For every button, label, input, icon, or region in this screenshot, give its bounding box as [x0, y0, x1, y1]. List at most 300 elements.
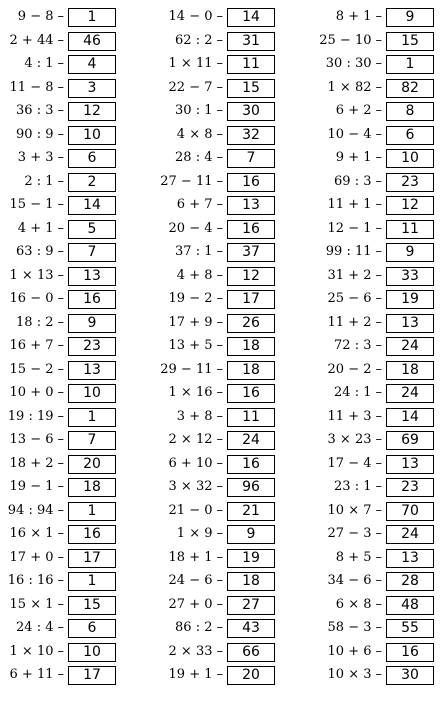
equals-dash: –	[216, 9, 223, 24]
expression-text: 19 − 2	[168, 291, 213, 306]
answer-box[interactable]: 20	[227, 666, 275, 685]
problem-expression	[326, 56, 382, 71]
problem-row	[324, 6, 444, 30]
answer-box[interactable]: 55	[386, 619, 434, 638]
answer-box[interactable]: 15	[386, 32, 434, 51]
problem-expression	[169, 338, 223, 353]
equals-dash: –	[375, 9, 382, 24]
problem-expression	[336, 550, 382, 565]
expression-text: 72 : 3	[334, 338, 372, 353]
answer-box[interactable]: 27	[227, 596, 275, 615]
answer-box[interactable]: 14	[386, 408, 434, 427]
problem-expression	[8, 573, 64, 588]
expression-text: 9 − 8	[17, 9, 54, 24]
answer-box[interactable]: 12	[68, 102, 116, 121]
problem-expression	[319, 33, 382, 48]
problem-row	[324, 77, 444, 101]
answer-box[interactable]: 69	[386, 431, 434, 450]
answer-box[interactable]: 82	[386, 79, 434, 98]
problem-row	[165, 406, 285, 430]
equals-dash: –	[375, 32, 382, 48]
answer-box[interactable]: 17	[68, 549, 116, 568]
answer-box[interactable]: 46	[68, 32, 116, 51]
expression-text: 1 × 11	[168, 56, 213, 71]
expression-text: 2 × 33	[168, 643, 213, 659]
equals-dash: –	[57, 643, 64, 659]
problem-expression	[175, 150, 223, 165]
problem-expression	[328, 620, 382, 635]
problem-expression	[328, 409, 382, 424]
problem-expression	[328, 127, 382, 142]
equals-dash: –	[375, 385, 382, 400]
expression-text: 27 + 0	[168, 596, 213, 612]
problem-row	[6, 547, 126, 571]
answer-box[interactable]: 13	[386, 455, 434, 474]
answer-box[interactable]: 28	[386, 572, 434, 591]
problem-expression	[160, 174, 223, 189]
answer-box[interactable]: 12	[386, 196, 434, 215]
problem-row	[6, 147, 126, 171]
equals-dash: –	[57, 573, 64, 588]
answer-box[interactable]: 1	[68, 502, 116, 521]
problem-row	[324, 218, 444, 242]
answer-box[interactable]: 7	[227, 149, 275, 168]
equals-dash: –	[216, 385, 223, 400]
equals-dash: –	[375, 173, 382, 189]
answer-box[interactable]: 70	[386, 502, 434, 521]
expression-text: 3 × 23	[327, 432, 372, 447]
answer-box[interactable]: 6	[68, 149, 116, 168]
problem-row	[6, 523, 126, 547]
equals-dash: –	[57, 267, 64, 283]
equals-dash: –	[57, 314, 64, 330]
problem-expression	[10, 80, 64, 95]
problem-expression	[336, 103, 382, 118]
answer-box[interactable]: 9	[386, 8, 434, 27]
equals-dash: –	[57, 502, 64, 518]
equals-dash: –	[375, 455, 382, 471]
problem-row	[165, 476, 285, 500]
problem-expression	[169, 479, 223, 494]
problem-row	[6, 429, 126, 453]
problem-row	[165, 30, 285, 54]
problem-row	[165, 500, 285, 524]
expression-text: 6 + 7	[176, 197, 213, 212]
problem-expression	[16, 244, 64, 259]
problem-expression	[10, 432, 64, 447]
expression-text: 1 × 13	[9, 267, 54, 283]
answer-box[interactable]: 11	[227, 408, 275, 427]
expression-text: 16 − 0	[9, 291, 54, 306]
answer-box[interactable]: 7	[68, 431, 116, 450]
equals-dash: –	[57, 173, 64, 189]
problem-row	[324, 265, 444, 289]
equals-dash: –	[375, 643, 382, 659]
problem-expression	[16, 127, 64, 142]
answer-box[interactable]: 16	[227, 173, 275, 192]
equals-dash: –	[375, 79, 382, 95]
problem-row	[6, 617, 126, 641]
answer-box[interactable]: 48	[386, 596, 434, 615]
expression-text: 6 + 11	[9, 667, 54, 682]
answer-box[interactable]: 23	[386, 173, 434, 192]
answer-box[interactable]: 9	[386, 243, 434, 262]
answer-box[interactable]: 96	[227, 478, 275, 497]
equals-dash: –	[216, 79, 223, 95]
problem-expression	[334, 385, 382, 400]
problem-row	[324, 406, 444, 430]
problem-row	[6, 664, 126, 688]
problem-row	[324, 124, 444, 148]
equals-dash: –	[216, 103, 223, 118]
problem-expression	[177, 127, 223, 142]
expression-text: 90 : 9	[16, 126, 54, 142]
problem-row	[6, 265, 126, 289]
expression-text: 23 : 1	[334, 479, 372, 494]
problem-row	[165, 429, 285, 453]
equals-dash: –	[216, 197, 223, 212]
problem-row	[6, 30, 126, 54]
answer-box[interactable]: 13	[227, 196, 275, 215]
problem-expression	[24, 174, 64, 189]
answer-box[interactable]: 24	[386, 525, 434, 544]
answer-box[interactable]: 14	[227, 8, 275, 27]
problem-expression	[16, 620, 64, 635]
expression-text: 8 + 5	[335, 549, 372, 565]
answer-box[interactable]: 13	[386, 549, 434, 568]
answer-box[interactable]: 23	[386, 478, 434, 497]
equals-dash: –	[57, 455, 64, 471]
expression-text: 30 : 1	[175, 103, 213, 118]
answer-box[interactable]: 37	[227, 243, 275, 262]
answer-box[interactable]: 24	[386, 337, 434, 356]
equals-dash: –	[375, 197, 382, 212]
answer-box[interactable]: 1	[68, 8, 116, 27]
answer-box[interactable]: 16	[386, 643, 434, 662]
problem-row	[165, 100, 285, 124]
problem-row	[6, 406, 126, 430]
expression-text: 6 + 2	[335, 103, 372, 118]
expression-text: 4 + 1	[17, 220, 54, 236]
answer-box[interactable]: 17	[227, 290, 275, 309]
equals-dash: –	[57, 338, 64, 353]
answer-box[interactable]: 1	[68, 572, 116, 591]
expression-text: 15 − 2	[9, 361, 54, 377]
problem-expression	[18, 150, 64, 165]
expression-text: 2 × 12	[168, 432, 213, 447]
expression-text: 13 + 5	[168, 338, 213, 353]
problem-row	[6, 382, 126, 406]
expression-text: 36 : 3	[16, 103, 54, 118]
problem-row	[324, 523, 444, 547]
answer-box[interactable]: 6	[68, 619, 116, 638]
problem-expression	[328, 644, 382, 659]
equals-dash: –	[57, 291, 64, 306]
equals-dash: –	[375, 596, 382, 612]
answer-box[interactable]: 13	[68, 361, 116, 380]
problem-row	[165, 194, 285, 218]
expression-text: 18 : 2	[16, 314, 54, 330]
problem-expression	[334, 174, 382, 189]
answer-box[interactable]: 18	[68, 478, 116, 497]
equals-dash: –	[375, 573, 382, 588]
equals-dash: –	[216, 220, 223, 236]
expression-text: 17 − 4	[327, 455, 372, 471]
equals-dash: –	[57, 526, 64, 541]
equals-dash: –	[57, 549, 64, 565]
problem-row	[165, 124, 285, 148]
problem-row	[6, 218, 126, 242]
problem-expression	[328, 291, 382, 306]
answer-box[interactable]: 14	[68, 196, 116, 215]
problem-expression	[169, 432, 223, 447]
problem-expression	[328, 456, 382, 471]
expression-text: 4 + 8	[176, 267, 213, 283]
problem-expression	[10, 362, 64, 377]
answer-box[interactable]: 2	[68, 173, 116, 192]
answer-box[interactable]: 16	[68, 525, 116, 544]
expression-text: 15 − 1	[9, 197, 54, 212]
answer-box[interactable]: 8	[386, 102, 434, 121]
equals-dash: –	[375, 549, 382, 565]
equals-dash: –	[57, 432, 64, 447]
problem-row	[165, 641, 285, 665]
answer-box[interactable]: 33	[386, 267, 434, 286]
problem-expression	[334, 479, 382, 494]
expression-text: 20 − 2	[327, 361, 372, 377]
equals-dash: –	[57, 103, 64, 118]
equals-dash: –	[375, 103, 382, 118]
problem-expression	[169, 56, 223, 71]
problem-row	[324, 641, 444, 665]
expression-text: 58 − 3	[327, 620, 372, 635]
problem-expression	[18, 221, 64, 236]
answer-box[interactable]: 13	[386, 314, 434, 333]
problem-row	[165, 265, 285, 289]
problem-row	[165, 570, 285, 594]
equals-dash: –	[216, 244, 223, 259]
problem-row	[324, 359, 444, 383]
problem-expression	[18, 9, 64, 24]
expression-text: 14 − 0	[168, 9, 213, 24]
problem-expression	[175, 103, 223, 118]
equals-dash: –	[216, 267, 223, 283]
answer-box[interactable]: 10	[68, 126, 116, 145]
problem-expression	[328, 667, 382, 682]
answer-box[interactable]: 6	[386, 126, 434, 145]
equals-dash: –	[216, 314, 223, 330]
problem-row	[6, 594, 126, 618]
answer-box[interactable]: 1	[68, 408, 116, 427]
problem-row	[319, 30, 444, 54]
answer-box[interactable]: 30	[227, 102, 275, 121]
expression-text: 6 + 10	[168, 455, 213, 471]
answer-box[interactable]: 11	[386, 220, 434, 239]
expression-text: 11 + 2	[327, 314, 372, 330]
problem-expression	[175, 244, 223, 259]
answer-box[interactable]: 19	[386, 290, 434, 309]
expression-text: 22 − 7	[168, 79, 213, 95]
expression-text: 24 : 4	[16, 620, 54, 635]
problem-expression	[177, 268, 223, 283]
problem-expression	[169, 667, 223, 682]
column-1	[6, 6, 126, 688]
problem-row	[6, 641, 126, 665]
answer-box[interactable]: 12	[227, 267, 275, 286]
answer-box[interactable]: 10	[68, 384, 116, 403]
answer-box[interactable]: 1	[386, 55, 434, 74]
equals-dash: –	[375, 126, 382, 142]
equals-dash: –	[375, 361, 382, 377]
problem-expression	[177, 197, 223, 212]
answer-box[interactable]: 43	[227, 619, 275, 638]
answer-box[interactable]: 15	[227, 79, 275, 98]
problem-expression	[160, 362, 223, 377]
answer-box[interactable]: 16	[227, 220, 275, 239]
problem-expression	[334, 338, 382, 353]
expression-text: 24 : 1	[334, 385, 372, 400]
answer-box[interactable]: 31	[227, 32, 275, 51]
problem-row	[324, 335, 444, 359]
problem-expression	[10, 550, 64, 565]
expression-text: 34 − 6	[327, 573, 372, 588]
problem-row	[165, 617, 285, 641]
problem-row	[324, 500, 444, 524]
answer-box[interactable]: 16	[227, 384, 275, 403]
answer-box[interactable]: 19	[227, 549, 275, 568]
answer-box[interactable]: 24	[386, 384, 434, 403]
answer-box[interactable]: 9	[68, 314, 116, 333]
answer-box[interactable]: 18	[227, 337, 275, 356]
problem-expression	[328, 432, 382, 447]
answer-box[interactable]: 10	[386, 149, 434, 168]
problem-expression	[336, 9, 382, 24]
answer-box[interactable]: 5	[68, 220, 116, 239]
answer-box[interactable]: 66	[227, 643, 275, 662]
answer-box[interactable]: 24	[227, 431, 275, 450]
problem-row	[324, 241, 444, 265]
expression-text: 25 − 6	[327, 291, 372, 306]
problem-row	[6, 570, 126, 594]
expression-text: 94 : 94	[7, 502, 54, 518]
answer-box[interactable]: 4	[68, 55, 116, 74]
problem-expression	[16, 315, 64, 330]
answer-box[interactable]: 3	[68, 79, 116, 98]
equals-dash: –	[57, 126, 64, 142]
problem-expression	[177, 526, 223, 541]
problem-expression	[10, 268, 64, 283]
answer-box[interactable]: 13	[68, 267, 116, 286]
expression-text: 21 − 0	[168, 502, 213, 518]
equals-dash: –	[216, 408, 223, 424]
problem-expression	[328, 526, 382, 541]
problem-expression	[175, 33, 223, 48]
expression-text: 12 − 1	[327, 220, 372, 236]
expression-text: 31 + 2	[327, 267, 372, 283]
problem-expression	[8, 409, 64, 424]
problem-row	[324, 147, 444, 171]
problem-expression	[328, 221, 382, 236]
problem-row	[165, 382, 285, 406]
problem-row	[6, 476, 126, 500]
expression-text: 24 − 6	[168, 573, 213, 588]
expression-text: 18 + 1	[168, 549, 213, 565]
equals-dash: –	[375, 220, 382, 236]
equals-dash: –	[216, 479, 223, 494]
problem-row	[165, 53, 285, 77]
problem-expression	[336, 597, 382, 612]
expression-text: 27 − 11	[160, 173, 213, 189]
answer-box[interactable]: 17	[68, 666, 116, 685]
answer-box[interactable]: 21	[227, 502, 275, 521]
equals-dash: –	[216, 173, 223, 189]
problem-row	[6, 241, 126, 265]
problem-row	[6, 194, 126, 218]
problem-expression	[10, 667, 64, 682]
expression-text: 19 − 1	[9, 479, 54, 494]
equals-dash: –	[57, 408, 64, 424]
expression-text: 3 × 32	[168, 479, 213, 494]
equals-dash: –	[375, 56, 382, 71]
problem-expression	[328, 268, 382, 283]
answer-box[interactable]: 9	[227, 525, 275, 544]
answer-box[interactable]: 18	[227, 361, 275, 380]
answer-box[interactable]: 16	[227, 455, 275, 474]
problem-row	[165, 594, 285, 618]
equals-dash: –	[57, 9, 64, 24]
answer-box[interactable]: 11	[227, 55, 275, 74]
problem-row	[6, 124, 126, 148]
answer-box[interactable]: 7	[68, 243, 116, 262]
problem-row	[165, 547, 285, 571]
problem-expression	[16, 103, 64, 118]
equals-dash: –	[216, 56, 223, 71]
answer-box[interactable]: 10	[68, 643, 116, 662]
equals-dash: –	[375, 620, 382, 635]
answer-box[interactable]: 16	[68, 290, 116, 309]
problem-row	[165, 241, 285, 265]
expression-text: 37 : 1	[175, 244, 213, 259]
equals-dash: –	[375, 338, 382, 353]
expression-text: 27 − 3	[327, 526, 372, 541]
expression-text: 16 : 16	[7, 573, 54, 588]
equals-dash: –	[57, 56, 64, 71]
answer-box[interactable]: 18	[386, 361, 434, 380]
expression-text: 10 × 7	[327, 502, 372, 518]
expression-text: 17 + 0	[9, 549, 54, 565]
problem-expression	[10, 597, 64, 612]
problem-expression	[175, 620, 223, 635]
problem-row	[160, 171, 285, 195]
answer-box[interactable]: 20	[68, 455, 116, 474]
expression-text: 13 − 6	[9, 432, 54, 447]
answer-box[interactable]: 23	[68, 337, 116, 356]
problem-row	[6, 500, 126, 524]
equals-dash: –	[216, 291, 223, 306]
answer-box[interactable]: 15	[68, 596, 116, 615]
problem-expression	[328, 362, 382, 377]
equals-dash: –	[216, 526, 223, 541]
expression-text: 29 − 11	[160, 361, 213, 377]
answer-box[interactable]: 30	[386, 666, 434, 685]
answer-box[interactable]: 32	[227, 126, 275, 145]
equals-dash: –	[216, 455, 223, 471]
answer-box[interactable]: 18	[227, 572, 275, 591]
answer-box[interactable]: 26	[227, 314, 275, 333]
expression-text: 86 : 2	[175, 620, 213, 635]
equals-dash: –	[375, 479, 382, 494]
expression-text: 9 + 1	[335, 150, 372, 165]
